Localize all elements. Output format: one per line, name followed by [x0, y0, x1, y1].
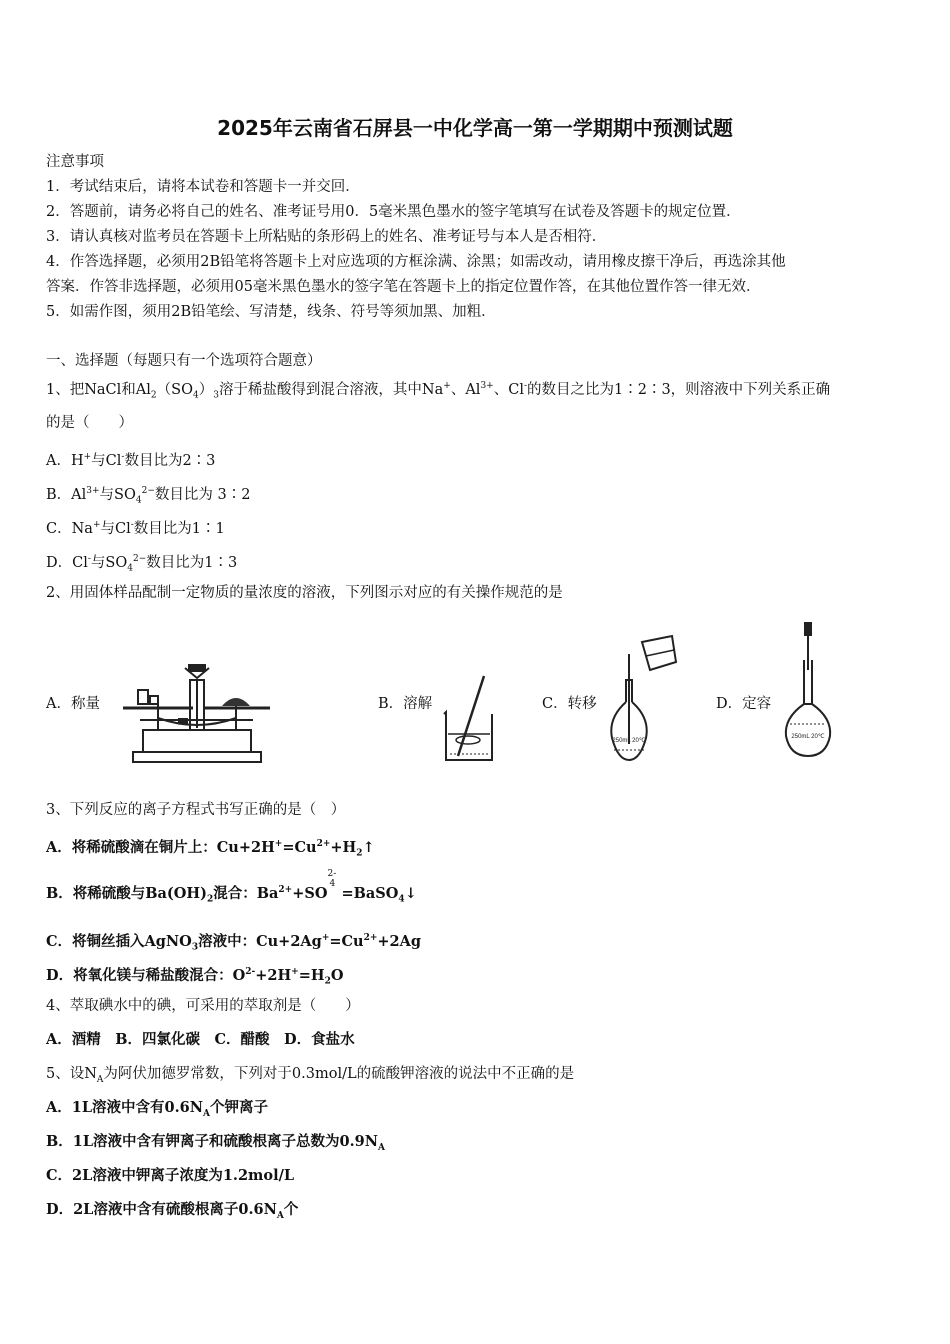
- q1-stem-cont: 的是（ ）: [46, 415, 133, 431]
- q5-stem: 5、设$N_A$为阿伏加德罗常数，下列对于0.3mol/L的硫酸钾溶液的说法中不正确的是: [46, 1066, 575, 1085]
- q3-option-a: A．将稀硫酸滴在铜片上：$Cu+2H^+=Cu^{2+}+H_2↑$: [46, 838, 375, 859]
- q2-stem: 2、用固体样品配制一定物质的量浓度的溶液，下列图示对应的有关操作规范的是: [46, 585, 563, 601]
- dropper-flask-figure: [780, 620, 840, 760]
- q1-option-a: A．H+与Cl-数目比为2∶3: [46, 452, 216, 469]
- q1-option-d: D．Cl-与$SO_4^{2-}$数目比为1∶3: [46, 554, 238, 574]
- notice-heading: 注意事项: [46, 154, 104, 170]
- beaker-stirring-figure: [438, 672, 498, 764]
- q2-option-d-label: D．定容: [716, 696, 772, 712]
- volumetric-transfer-figure: [606, 634, 680, 764]
- q2-option-b-label: B．溶解: [378, 696, 433, 712]
- q3-option-c: C．将铜丝插入AgNO$_3$溶液中：$Cu+2Ag^+=Cu^{2+}+2Ag$: [46, 932, 422, 953]
- q4-stem: 4、萃取碘水中的碘，可采用的萃取剂是（ ）: [46, 998, 360, 1014]
- notice-item-5: 5．如需作图，须用2B铅笔绘、写清楚，线条、符号等须加黑、加粗．: [46, 304, 496, 320]
- q1-stem: 1、把NaCl和$Al_2(SO_4)_3$溶于稀盐酸得到混合溶液，其中Na+、$Al^{3+}$、Cl-的数目之比为1∶2∶3，则溶液中下列关系正确: [46, 381, 831, 401]
- notice-item-4-cont: 答案．作答非选择题，必须用05毫米黑色墨水的签字笔在答题卡上的指定位置作答，在其他位置作答一律无效．: [46, 279, 761, 295]
- notice-item-3: 3．请认真核对监考员在答题卡上所粘贴的条形码上的姓名、准考证号与本人是否相符．: [46, 229, 607, 245]
- q5-option-a: A．1L溶液中含有$0.6N_A$个钾离子: [46, 1099, 268, 1119]
- flask-d-label: 250mL 20℃: [791, 734, 825, 740]
- page-title: 2025年云南省石屏县一中化学高一第一学期期中预测试题: [217, 116, 733, 140]
- balance-scale-figure: [118, 660, 274, 770]
- q1-option-c: C．Na+与Cl-数目比为1∶1: [46, 520, 225, 537]
- q2-option-c-label: C．转移: [542, 696, 597, 712]
- notice-item-4: 4．作答选择题，必须用2B铅笔将答题卡上对应选项的方框涂满、涂黑；如需改动，请用橡皮擦干净后，再选涂其他: [46, 254, 786, 270]
- q3-stem: 3、下列反应的离子方程式书写正确的是（ ）: [46, 802, 346, 818]
- section-heading: 一、选择题（每题只有一个选项符合题意）: [46, 353, 322, 369]
- flask-c-label: 250mL 20℃: [612, 738, 646, 744]
- q2-option-a-label: A．称量: [46, 696, 100, 712]
- q3-option-b: B．将稀硫酸与$Ba(OH)_2$混合：$Ba^{2+}+SO$ 2- 4 =BaSO$_4$↓: [46, 869, 417, 905]
- notice-item-2: 2．答题前，请务必将自己的姓名、准考证号用0．5毫米黑色墨水的签字笔填写在试卷及答题卡的规定位置．: [46, 204, 741, 220]
- notice-item-1: 1．考试结束后，请将本试卷和答题卡一并交回．: [46, 179, 360, 195]
- q5-option-d: D．2L溶液中含有硫酸根离子$0.6N_A$个: [46, 1201, 299, 1221]
- q5-option-c: C．2L溶液中钾离子浓度为1.2mol/L: [46, 1167, 295, 1184]
- q4-options: A．酒精 B．四氯化碳 C．醋酸 D．食盐水: [46, 1031, 355, 1048]
- q3-option-d: D．将氧化镁与稀盐酸混合：$O^{2-}+2H^+=H_2O$: [46, 966, 344, 987]
- q1-option-b: B．$Al^{3+}$与$SO_4^{2-}$数目比为 3∶2: [46, 486, 251, 506]
- q5-option-b: B．1L溶液中含有钾离子和硫酸根离子总数为$0.9N_A$: [46, 1133, 386, 1153]
